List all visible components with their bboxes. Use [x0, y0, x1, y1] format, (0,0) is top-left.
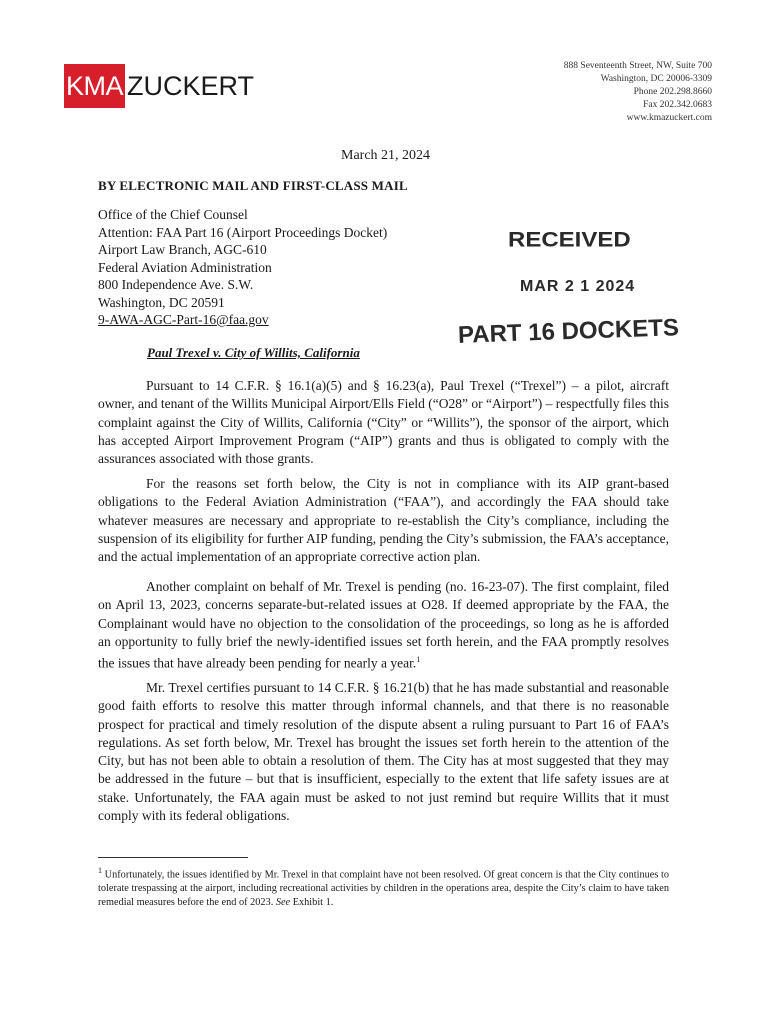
body-paragraph: Pursuant to 14 C.F.R. § 16.1(a)(5) and § 16.23(a), Paul Trexel (“Trexel”) – a pilot, aircraft owner, and tenant of the Willits Municipal Airport/Ells Field (“O28” or “Airport”) – respectfully files this complaint against the City of Willits, California (“City” or “Willits”), the sponsor of the airport, which has accepted Airport Improvement Program (“AIP”) grants and thus is obligated to comply with the assurances associated with those grants.	[98, 378, 669, 467]
recipient-line: Airport Law Branch, AGC-610	[98, 242, 267, 257]
footnote-reference[interactable]: 1	[416, 655, 421, 665]
fax-line: Fax 202.342.0683	[643, 100, 712, 110]
body-paragraph	[98, 578, 669, 673]
footnote-divider	[98, 857, 248, 858]
recipient-line: 800 Independence Ave. S.W.	[98, 277, 254, 292]
recipient-block	[98, 206, 387, 329]
logo-wordmark: ZUCKERT	[127, 70, 255, 101]
letterhead-address	[564, 60, 712, 125]
phone-line: Phone 202.298.8660	[633, 87, 712, 97]
logo-mark: KMA	[64, 64, 125, 108]
recipient-line: Washington, DC 20591	[98, 294, 225, 310]
footnote	[98, 864, 669, 910]
body-paragraph: Mr. Trexel certifies pursuant to 14 C.F.R. § 16.21(b) that he has made substantial and reasonable good faith efforts to resolve this matter through informal channels, and that there is no reasonable prospect for practical and timely resolution of the dispute absent a ruling pursuant to Part 16 of FAA’s regulations. As set forth below, Mr. Trexel has brought the issues set forth herein to the attention of the City, but has not been able to obtain a resolution of them. The City has at most suggested that they may be addressed in the future – but that is insufficient, especially to the extent that life safety issues are at stake. Unfortunately, the FAA again must be asked to not just remind but require Willits that it must comply with its federal obligations.	[98, 680, 669, 824]
letter-date: March 21, 2024	[341, 148, 431, 163]
footnote-see: See	[275, 897, 291, 909]
part16-dockets-stamp: PART 16 DOCKETS	[457, 314, 680, 349]
recipient-line: Federal Aviation Administration	[98, 259, 272, 275]
received-stamp-date: MAR 2 1 2024	[520, 278, 636, 295]
footnote-exhibit: Exhibit 1.	[292, 897, 334, 909]
paragraph-text: Another complaint on behalf of Mr. Trexel is pending (no. 16-23-07). The first complaint, filed on April 13, 2023, concerns separate-but-related issues at O28. If deemed appropriate by the FAA, the Complainant would have no objection to the consolidation of the proceedings, so long as he is afforded an opportunity to fully brief the newly-identified issues set forth herein, and the FAA promptly resolves the issues that have already been pending for nearly a year.	[98, 579, 669, 671]
kma-zuckert-logo	[64, 64, 254, 108]
received-stamp: RECEIVED	[508, 227, 631, 252]
body-paragraph: For the reasons set forth below, the City is not in compliance with its AIP grant-based obligations to the Federal Aviation Administration (“FAA”), and accordingly the FAA should take whatever measures are necessary and appropriate to re-establish the City’s compliance, including the suspension of its eligibility for further AIP funding, pending the City’s submission, the FAA’s acceptance, and the actual implementation of an appropriate corrective action plan.	[98, 476, 669, 565]
website-line: www.kmazuckert.com	[626, 113, 712, 123]
recipient-line: Office of the Chief Counsel	[98, 207, 248, 222]
delivery-method: BY ELECTRONIC MAIL AND FIRST-CLASS MAIL	[98, 178, 408, 193]
recipient-email-link[interactable]: 9-AWA-AGC-Part-16@faa.gov	[98, 312, 269, 327]
recipient-line: Attention: FAA Part 16 (Airport Proceedings Docket)	[98, 224, 388, 240]
footnote-text: Unfortunately, the issues identified by Mr. Trexel in that complaint have not been resolved. Of great concern is that the City continues to tolerate trespassing at the airport, including recreational activities by children in the operations area, despite the City’s claim to have taken remedial measures before the end of 2023.	[98, 869, 670, 909]
case-caption: Paul Trexel v. City of Willits, California	[147, 345, 360, 360]
footnote-mark: 1	[98, 866, 102, 875]
address-line: 888 Seventeenth Street, NW, Suite 700	[563, 61, 712, 71]
address-line: Washington, DC 20006-3309	[600, 74, 712, 84]
